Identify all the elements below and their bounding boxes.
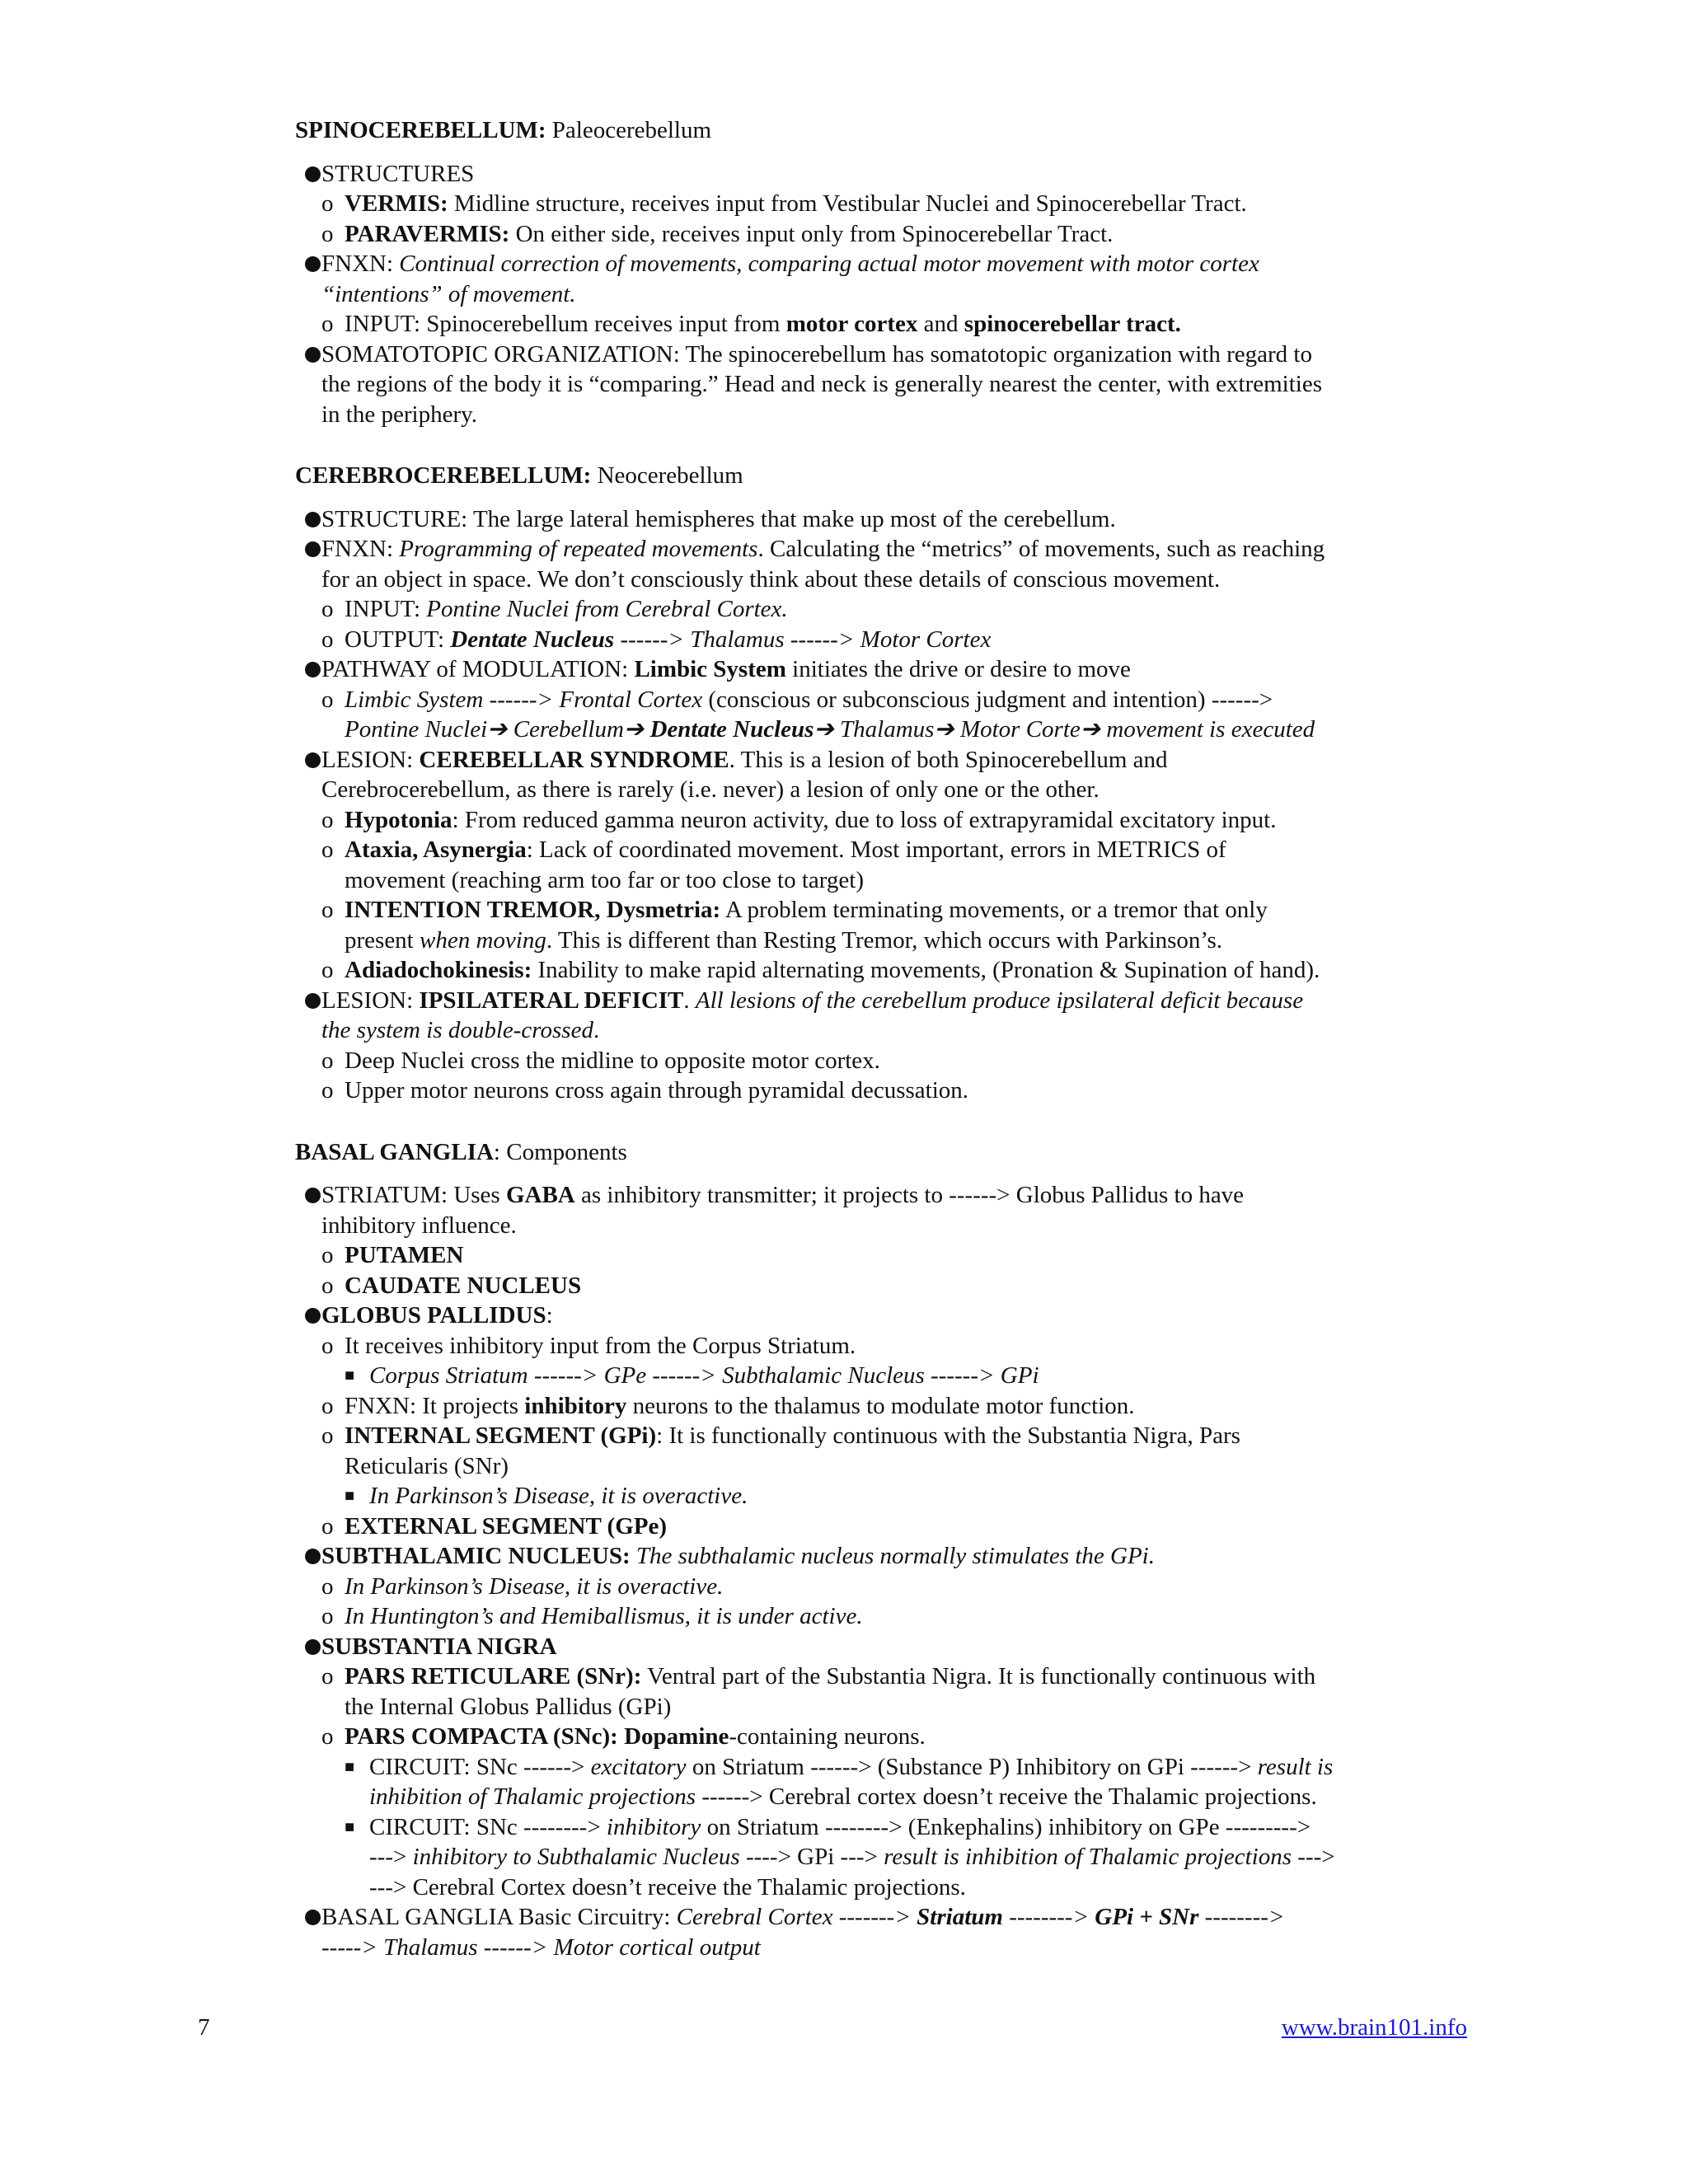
bullet-icon bbox=[295, 1541, 321, 1572]
text-line: the Internal Globus Pallidus (GPi) bbox=[345, 1693, 672, 1720]
text-line: inhibition of Thalamic projections ------> Cerebral cortex doesn’t receive the Thalamic projections. bbox=[369, 1783, 1317, 1810]
list-item: o Adiadochokinesis: Inability to make rapid alternating movements, (Pronation & Supination of hand). bbox=[321, 957, 1320, 983]
list-item: SUBTHALAMIC NUCLEUS: The subthalamic nucleus normally stimulates the GPi. bbox=[295, 1541, 1474, 1572]
list-item: SOMATOTOPIC ORGANIZATION: The spinocerebellum has somatotopic organization with regard to bbox=[295, 340, 1474, 370]
text-line: -----> Thalamus ------> Motor cortical output bbox=[321, 1933, 761, 1961]
bullet-icon bbox=[295, 986, 321, 1016]
list-item: o In Huntington’s and Hemiballismus, it is under active. bbox=[321, 1603, 863, 1629]
list-item: LESION: IPSILATERAL DEFICIT. All lesions of the cerebellum produce ipsilateral deficit because bbox=[295, 986, 1474, 1016]
text-line: Reticularis (SNr) bbox=[345, 1452, 509, 1479]
page-content bbox=[295, 115, 1474, 1962]
list-item: o Upper motor neurons cross again through pyramidal decussation. bbox=[321, 1077, 969, 1104]
text-line: present when moving. This is different than Resting Tremor, which occurs with Parkinson’s. bbox=[345, 926, 1223, 954]
list-item: o Hypotonia: From reduced gamma neuron activity, due to loss of extrapyramidal excitatory input. bbox=[321, 806, 1277, 833]
section-heading-cerebrocerebellum: CEREBROCEREBELLUM: Neocerebellum bbox=[295, 462, 743, 489]
list-item: FNXN: Programming of repeated movements. Calculating the “metrics” of movements, such as reaching bbox=[295, 534, 1474, 565]
text-line: for an object in space. We don’t consciously think about these details of conscious movement. bbox=[321, 565, 1221, 593]
bullet-icon bbox=[295, 745, 321, 776]
square-bullet-icon: ■ bbox=[345, 1366, 355, 1385]
text-line: Cerebrocerebellum, as there is rarely (i.e. never) a lesion of only one or the other. bbox=[321, 776, 1100, 803]
footer-website-link[interactable]: www.brain101.info bbox=[1281, 2014, 1467, 2041]
list-item: ■ Corpus Striatum ------> GPe ------> Subthalamic Nucleus ------> GPi bbox=[295, 1361, 1474, 1391]
text-line: ---> inhibitory to Subthalamic Nucleus ----> GPi ---> result is inhibition of Thalamic projections ---> bbox=[369, 1844, 1335, 1870]
list-item: o EXTERNAL SEGMENT (GPe) bbox=[321, 1512, 668, 1540]
list-item: o INPUT: Spinocerebellum receives input from motor cortex and spinocerebellar tract. bbox=[321, 311, 1181, 337]
text-line: “intentions” of movement. bbox=[321, 280, 576, 307]
square-bullet-icon: ■ bbox=[345, 1817, 355, 1836]
list-item: o It receives inhibitory input from the Corpus Striatum. bbox=[321, 1332, 856, 1359]
bullet-icon bbox=[295, 1632, 321, 1662]
bullet-icon bbox=[295, 1180, 321, 1211]
list-item: o INPUT: Pontine Nuclei from Cerebral Cortex. bbox=[321, 596, 788, 622]
bullet-icon bbox=[295, 1902, 321, 1933]
text-line: movement (reaching arm too far or too close to target) bbox=[345, 866, 864, 893]
list-item: o CAUDATE NUCLEUS bbox=[321, 1272, 582, 1299]
section-heading-spinocerebellum: SPINOCEREBELLUM: Paleocerebellum bbox=[295, 117, 712, 143]
list-item: ■ In Parkinson’s Disease, it is overactive. bbox=[295, 1481, 1474, 1511]
bullet-icon bbox=[295, 1301, 321, 1331]
list-item: STRUCTURES bbox=[295, 159, 1474, 190]
list-item: o PARS RETICULARE (SNr): Ventral part of the Substantia Nigra. It is functionally continuous with bbox=[321, 1663, 1316, 1690]
list-item: o OUTPUT: Dentate Nucleus ------> Thalamus ------> Motor Cortex bbox=[321, 626, 992, 653]
list-item: o In Parkinson’s Disease, it is overactive. bbox=[321, 1572, 724, 1600]
list-item: o PUTAMEN bbox=[321, 1242, 464, 1268]
text-line: Pontine Nuclei➔ Cerebellum➔ Dentate Nucleus➔ Thalamus➔ Motor Corte➔ movement is executed bbox=[345, 716, 1315, 743]
text-line: the regions of the body it is “comparing.” Head and neck is generally nearest the center, with extremities bbox=[321, 371, 1322, 397]
list-item: FNXN: Continual correction of movements, comparing actual motor movement with motor cortex bbox=[295, 249, 1474, 279]
list-item: ■ CIRCUIT: SNc --------> inhibitory on Striatum --------> (Enkephalins) inhibitory on GPe ---------> bbox=[295, 1812, 1474, 1843]
list-item: ■ CIRCUIT: SNc ------> excitatory on Striatum ------> (Substance P) Inhibitory on GPi ------> result is bbox=[295, 1752, 1474, 1783]
list-item: o Limbic System ------> Frontal Cortex (conscious or subconscious judgment and intention) ------> bbox=[321, 686, 1273, 713]
square-bullet-icon: ■ bbox=[345, 1487, 355, 1505]
list-item: o PARS COMPACTA (SNc): Dopamine-containing neurons. bbox=[321, 1723, 926, 1750]
section-heading-basal-ganglia: BASAL GANGLIA: Components bbox=[295, 1138, 627, 1165]
square-bullet-icon: ■ bbox=[345, 1757, 355, 1776]
bullet-icon bbox=[295, 534, 321, 565]
text-line: in the periphery. bbox=[321, 401, 477, 428]
bullet-icon bbox=[295, 504, 321, 535]
text-line: ---> Cerebral Cortex doesn’t receive the Thalamic projections. bbox=[369, 1873, 966, 1900]
list-item: o Ataxia, Asynergia: Lack of coordinated movement. Most important, errors in METRICS of bbox=[321, 837, 1226, 863]
list-item: o Deep Nuclei cross the midline to opposite motor cortex. bbox=[321, 1047, 880, 1074]
list-item: LESION: CEREBELLAR SYNDROME. This is a lesion of both Spinocerebellum and bbox=[295, 745, 1474, 776]
list-item: o INTENTION TREMOR, Dysmetria: A problem terminating movements, or a tremor that only bbox=[321, 897, 1268, 923]
list-item: o FNXN: It projects inhibitory neurons to the thalamus to modulate motor function. bbox=[321, 1392, 1135, 1419]
list-item: o INTERNAL SEGMENT (GPi): It is functionally continuous with the Substantia Nigra, Pars bbox=[321, 1422, 1240, 1449]
list-item: BASAL GANGLIA Basic Circuitry: Cerebral Cortex -------> Striatum --------> GPi + SNr --------> bbox=[295, 1902, 1474, 1933]
list-item: o PARAVERMIS: On either side, receives input only from Spinocerebellar Tract. bbox=[321, 220, 1114, 247]
list-item: SUBSTANTIA NIGRA bbox=[295, 1632, 1474, 1662]
text-line: inhibitory influence. bbox=[321, 1212, 517, 1239]
list-item: STRUCTURE: The large lateral hemispheres that make up most of the cerebellum. bbox=[295, 504, 1474, 535]
text-line: the system is double-crossed. bbox=[321, 1017, 600, 1043]
bullet-icon bbox=[295, 249, 321, 279]
list-item: PATHWAY of MODULATION: Limbic System initiates the drive or desire to move bbox=[295, 654, 1474, 685]
page-number: 7 bbox=[198, 2014, 210, 2041]
list-item: GLOBUS PALLIDUS: bbox=[295, 1301, 1474, 1331]
bullet-icon bbox=[295, 654, 321, 685]
bullet-icon bbox=[295, 340, 321, 370]
list-item: o VERMIS: Midline structure, receives input from Vestibular Nuclei and Spinocerebellar Tract. bbox=[321, 190, 1247, 217]
list-item: STRIATUM: Uses GABA as inhibitory transmitter; it projects to ------> Globus Pallidus to have bbox=[295, 1180, 1474, 1211]
bullet-icon bbox=[295, 159, 321, 190]
